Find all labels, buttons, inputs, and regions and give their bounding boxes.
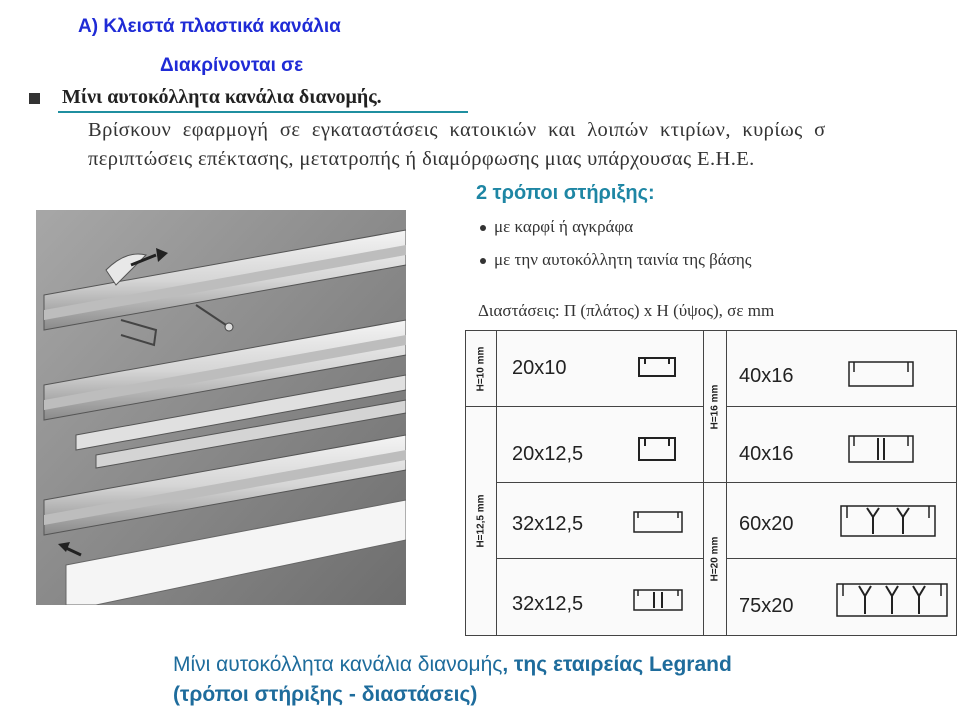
caption-subtitle: (τρόποι στήριξης - διαστάσεις) <box>173 683 478 706</box>
group-label: H=16 mm <box>703 330 727 483</box>
page-title: Α) Κλειστά πλαστικά κανάλια <box>78 16 341 37</box>
channel-profile-icon <box>839 503 939 539</box>
subheading-underline <box>58 111 468 113</box>
dimensions-table <box>465 330 957 636</box>
channel-profile-icon <box>835 581 951 619</box>
dimension-value: 40x16 <box>739 443 794 465</box>
dimension-value: 32x12,5 <box>512 513 584 535</box>
table-cell <box>726 406 957 483</box>
channel-profile-icon <box>637 355 679 379</box>
channel-photo-illustration <box>36 210 406 605</box>
dimension-value: 40x16 <box>739 365 794 387</box>
support-methods-heading: 2 τρόποι στήριξης: <box>476 182 655 204</box>
channel-profile-icon <box>847 359 917 389</box>
table-cell <box>496 482 704 559</box>
channel-profile-icon <box>847 433 917 465</box>
group-label: H=12,5 mm <box>465 406 497 636</box>
dimension-value: 32x12,5 <box>512 593 584 615</box>
list-item <box>480 250 751 270</box>
list-item <box>480 217 633 237</box>
table-cell <box>726 558 957 636</box>
table-cell <box>496 406 704 483</box>
square-bullet-icon <box>29 93 40 104</box>
description-line-1: Βρίσκουν εφαρμογή σε εγκαταστάσεις κατοικιών και λοιπών κτιρίων, κυρίως σ <box>88 119 826 141</box>
dimension-value: 75x20 <box>739 595 794 617</box>
table-cell <box>496 330 704 407</box>
table-cell <box>726 330 957 407</box>
dot-bullet-icon <box>480 258 486 264</box>
group-label: H=20 mm <box>703 482 727 636</box>
dimension-value: 20x10 <box>512 357 567 379</box>
caption-title: Μίνι αυτοκόλλητα κανάλια διανομής <box>173 653 503 676</box>
channel-profile-icon <box>632 587 686 613</box>
table-cell <box>496 558 704 636</box>
group-label: H=10 mm <box>465 330 497 407</box>
dot-bullet-icon <box>480 225 486 231</box>
channel-profile-icon <box>637 435 679 463</box>
dimension-value: 20x12,5 <box>512 443 584 465</box>
channel-profile-icon <box>632 509 686 535</box>
channel-photo <box>36 210 406 605</box>
dimensions-caption: Διαστάσεις: Π (πλάτος) x Η (ύψος), σε mm <box>478 301 775 320</box>
description-line-2: περιπτώσεις επέκτασης, μετατροπής ή διαμόρφωσης μιας υπάρχουσας Ε.Η.Ε. <box>88 148 755 170</box>
dimension-value: 60x20 <box>739 513 794 535</box>
table-cell <box>726 482 957 559</box>
page-subtitle: Διακρίνονται σε <box>160 55 304 76</box>
figure-caption <box>173 650 732 710</box>
caption-company: , της εταιρείας Legrand <box>502 653 732 676</box>
list-item-text: με την αυτοκόλλητη ταινία της βάσης <box>494 250 752 269</box>
section-subheading: Μίνι αυτοκόλλητα κανάλια διανομής. <box>62 86 382 108</box>
list-item-text: με καρφί ή αγκράφα <box>494 217 634 236</box>
